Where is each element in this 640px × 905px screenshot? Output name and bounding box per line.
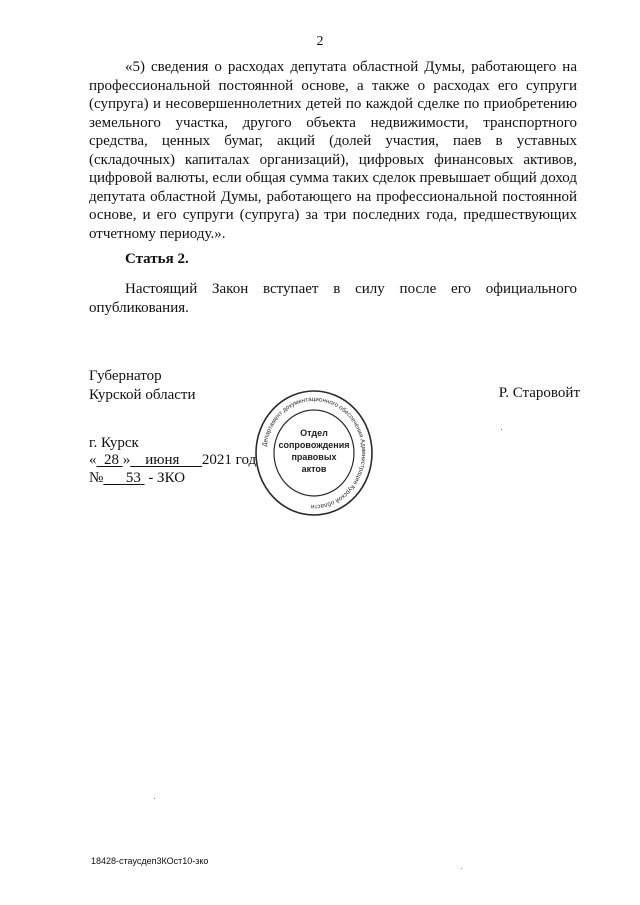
page-number: 2	[316, 34, 324, 49]
law-number	[89, 470, 185, 487]
scan-speck: ·	[153, 793, 156, 803]
signatory-title-line1: Губернатор	[89, 368, 162, 384]
stamp-center-line1: Отдел	[300, 428, 328, 438]
signatory-title-line2: Курской области	[89, 386, 196, 403]
amendment-paragraph: «5) сведения о расходах депутата областной Думы, работающего на профессиональной постоянной основе, а также о расходах его супруги (супруга) и несовершеннолетних детей по каждой сделке по приобретению земельного участка, другого объекта недвижимости, транспортного средства, ценных бумаг, акций (долей участия, паев в уставных (складочных) капиталах организаций), цифровых финансовых активов, цифровой валюты, если общая сумма таких сделок превышает общий доход депутата областной Думы, работающего на профессиональной постоянной основе, и его супруги (супруга) за три последних года, предшествующих отчетному периоду.».	[89, 59, 577, 242]
stamp-center-line3: правовых	[291, 452, 337, 462]
signing-date	[89, 452, 256, 469]
date-year: 2021 год	[201, 452, 257, 468]
stamp-center-line2: сопровождения	[278, 440, 350, 450]
number-suffix: - ЗКО	[148, 470, 186, 486]
stamp-center-line4: актов	[301, 464, 327, 474]
signatory-title	[89, 367, 195, 404]
signing-place: г. Курск	[89, 435, 139, 451]
footer-document-code: 18428-стаусдеп3КОст10-зко	[91, 856, 209, 866]
date-close-quote: »	[122, 452, 131, 468]
signatory-name: Р. Старовойт	[498, 385, 580, 401]
article-heading: Статья 2.	[125, 251, 189, 267]
official-stamp	[254, 388, 374, 518]
number-value: 53	[125, 470, 141, 486]
scan-speck: .	[460, 861, 463, 871]
effective-date-paragraph: Настоящий Закон вступает в силу после его официального опубликования.	[89, 281, 577, 316]
stamp-ring-text: Департамент документационного обеспечения Администрации Курской области	[261, 395, 368, 511]
date-month: июня	[145, 452, 180, 468]
date-open-quote: «	[89, 452, 97, 468]
scan-speck: ·	[500, 424, 503, 434]
number-prefix: №	[89, 470, 104, 486]
date-day: 28	[104, 452, 119, 468]
